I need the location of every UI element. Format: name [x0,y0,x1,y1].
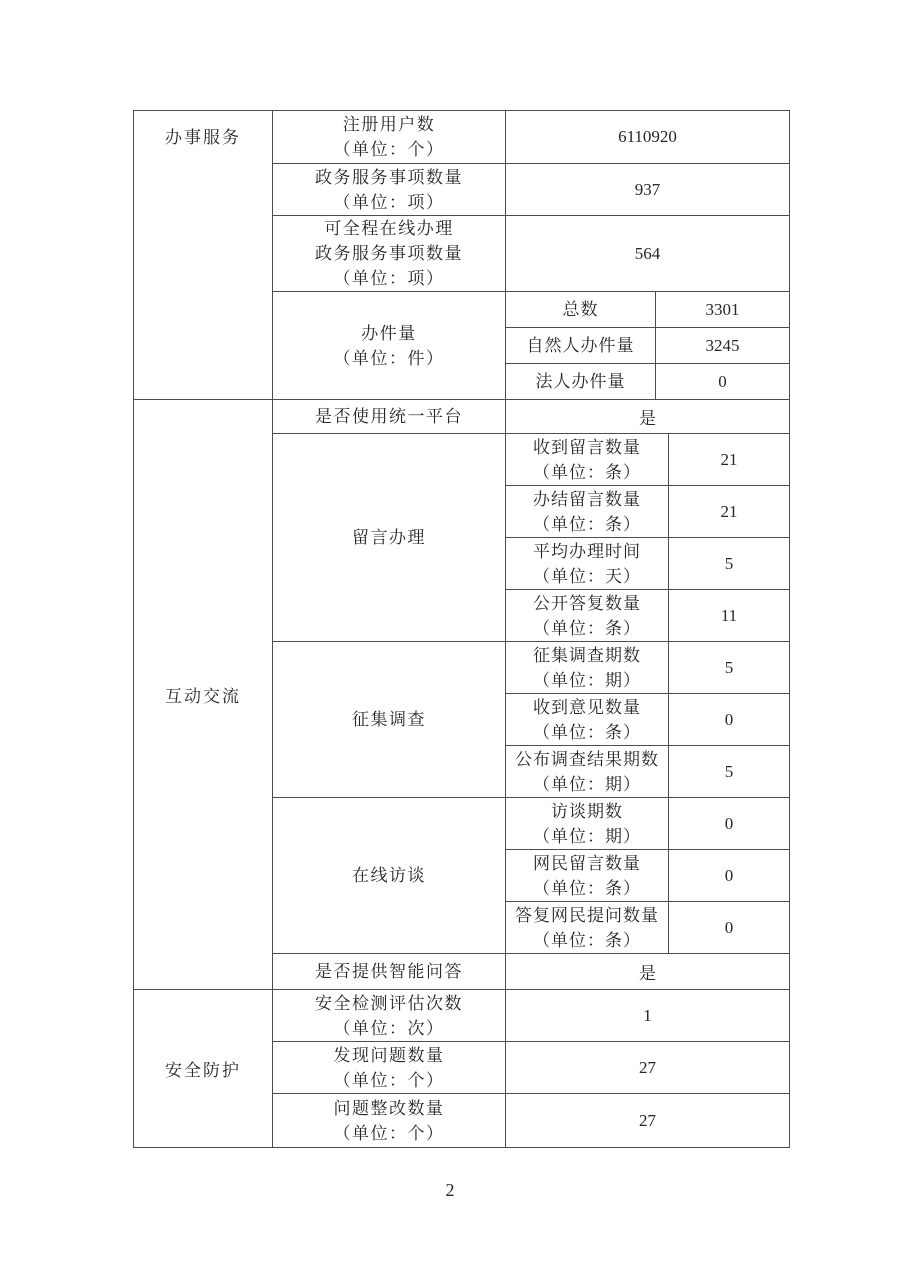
subrow-label: 公开答复数量 [533,593,641,613]
row-value: 937 [634,179,661,199]
row-subtable [506,642,789,797]
group-label-cell-interaction [134,400,273,989]
subrow-questions-answered [506,902,789,953]
subrow-value: 0 [724,865,734,885]
subrow-value: 5 [724,761,734,781]
subrow-unit: （单位：天） [533,566,641,586]
subrow-value: 0 [718,371,727,391]
group-interactive-communication [134,400,789,990]
row-value: 564 [634,243,661,263]
subrow-value-cell [669,694,789,745]
row-value: 是 [639,964,656,983]
row-label: 政务服务事项数量 [315,167,463,187]
group-content-interaction [273,400,789,989]
row-unified-platform [273,400,789,434]
subrow-label-cell [506,538,669,589]
subrow-value-cell [656,292,789,327]
group-content-security [273,990,789,1147]
row-label-cell [273,164,506,215]
subrow-total-cases [506,292,789,328]
subrow-value: 0 [724,917,734,937]
subrow-label-cell [506,434,669,485]
subrow-label-cell [506,746,669,797]
subrow-label-cell [506,292,656,327]
subrow-value-cell [656,364,789,399]
subrow-label: 答复网民提问数量 [515,905,659,925]
subrow-value-cell [669,746,789,797]
subrow-value-cell [669,538,789,589]
row-label: 征集调查 [352,710,426,729]
row-unit: （单位：项） [333,269,445,288]
row-label-line2: 政务服务事项数量 [315,244,463,263]
row-service-items [273,164,789,216]
row-unit: （单位：个） [333,1070,445,1090]
subrow-label: 收到留言数量 [533,437,641,457]
subrow-public-replies [506,590,789,641]
group-label-cell-security [134,990,273,1147]
row-value-cell [506,954,789,989]
subrow-label: 总数 [562,300,599,319]
row-label: 办件量 [361,323,417,343]
subrow-value-cell [669,642,789,693]
row-value-cell [506,1042,789,1093]
subrow-value-cell [669,902,789,953]
subrow-unit: （单位：条） [533,722,641,742]
subrow-label-cell [506,328,656,363]
subrow-natural-person-cases [506,328,789,364]
row-label-cell [273,1042,506,1093]
subrow-label-cell [506,850,669,901]
row-label: 留言办理 [352,528,426,547]
row-label: 问题整改数量 [333,1098,445,1118]
row-online-interview [273,798,789,954]
subrow-label: 网民留言数量 [533,853,641,873]
subrow-unit: （单位：期） [533,826,641,846]
subrow-label: 自然人办件量 [526,336,635,355]
group-label: 安全防护 [165,1061,241,1080]
subrow-value: 21 [720,501,738,521]
row-unit: （单位：项） [333,192,445,212]
row-label: 在线访谈 [352,866,426,885]
subrow-unit: （单位：期） [533,670,641,690]
subrow-value: 3301 [705,299,740,319]
subrow-value: 0 [724,709,734,729]
subrow-label-cell [506,642,669,693]
row-unit: （单位：个） [333,1123,445,1143]
row-value: 6110920 [618,127,677,146]
subrow-value-cell [656,328,789,363]
subrow-label-cell [506,486,669,537]
row-label-cell [273,990,506,1041]
group-label: 互动交流 [165,687,241,706]
subrow-unit: （单位：条） [533,618,641,638]
row-label-cell [273,1094,506,1147]
row-label: 注册用户数 [342,115,436,134]
subrow-messages-completed [506,486,789,538]
row-survey-collection [273,642,789,798]
subrow-value-cell [669,434,789,485]
page-number: 2 [445,1180,455,1200]
row-case-volume [273,292,789,399]
row-full-online-service-items [273,216,789,292]
row-value-cell [506,400,789,433]
row-label-cell [273,954,506,989]
subrow-label-cell [506,902,669,953]
row-subtable [506,434,789,641]
subrow-value-cell [669,850,789,901]
subrow-survey-periods [506,642,789,694]
row-subtable [506,798,789,953]
subrow-value-cell [669,798,789,849]
row-unit: （单位：个） [333,140,445,159]
row-label-cell [273,216,506,291]
subrow-label: 办结留言数量 [533,489,641,509]
subrow-value: 3245 [705,335,740,355]
row-label-cell [273,292,506,399]
subrow-value-cell [669,590,789,641]
subrow-unit: （单位：条） [533,930,641,950]
group-content-services [273,111,789,399]
row-label: 是否使用统一平台 [315,407,463,426]
subrow-messages-received [506,434,789,486]
row-label-cell [273,798,506,953]
subrow-unit: （单位：条） [533,878,641,898]
subrow-value: 0 [724,813,734,833]
subrow-average-handling-time [506,538,789,590]
row-message-handling [273,434,789,642]
group-security-protection [134,990,789,1147]
row-label-cell [273,111,506,163]
subrow-label: 法人办件量 [535,372,626,391]
subrow-value: 5 [724,553,734,573]
row-value-cell [506,216,789,291]
subrow-label: 收到意见数量 [533,697,641,717]
subrow-legal-person-cases [506,364,789,399]
subrow-value: 21 [720,449,738,469]
subrow-unit: （单位：条） [533,462,641,482]
row-value-cell [506,990,789,1041]
subrow-unit: （单位：条） [533,514,641,534]
subrow-value-cell [669,486,789,537]
subrow-label-cell [506,798,669,849]
group-label-cell-services [134,111,273,399]
subrow-label: 征集调查期数 [533,645,641,665]
subrow-opinions-received [506,694,789,746]
row-unit: （单位：次） [333,1018,445,1038]
row-smart-qa [273,954,789,989]
subrow-unit: （单位：期） [533,774,641,794]
subrow-label-cell [506,364,656,399]
row-value-cell [506,1094,789,1147]
subrow-interview-periods [506,798,789,850]
row-label: 安全检测评估次数 [315,993,463,1013]
row-value: 27 [639,1110,656,1130]
row-value: 1 [643,1005,652,1025]
subrow-label-cell [506,694,669,745]
subrow-label: 公布调查结果期数 [515,749,659,769]
subrow-value: 11 [720,605,738,625]
annual-report-table [133,110,790,1148]
subrow-label: 访谈期数 [551,801,623,821]
row-security-assessments [273,990,789,1042]
row-problems-rectified [273,1094,789,1147]
group-label: 办事服务 [165,128,241,147]
row-value-cell [506,111,789,163]
subrow-netizen-messages [506,850,789,902]
row-value-cell [506,164,789,215]
row-subtable [506,292,789,399]
subrow-label: 平均办理时间 [533,541,641,561]
row-value: 是 [639,409,656,428]
row-value: 27 [639,1057,656,1077]
subrow-results-published [506,746,789,797]
row-label-cell [273,434,506,641]
row-label-line1: 可全程在线办理 [324,219,454,238]
subrow-value: 5 [724,657,734,677]
row-label-cell [273,642,506,797]
row-label-cell [273,400,506,433]
row-unit: （单位：件） [333,348,445,368]
group-administrative-services [134,111,789,400]
row-label: 发现问题数量 [333,1045,445,1065]
subrow-label-cell [506,590,669,641]
row-registered-users [273,111,789,164]
row-problems-found [273,1042,789,1094]
row-label: 是否提供智能问答 [315,962,463,981]
